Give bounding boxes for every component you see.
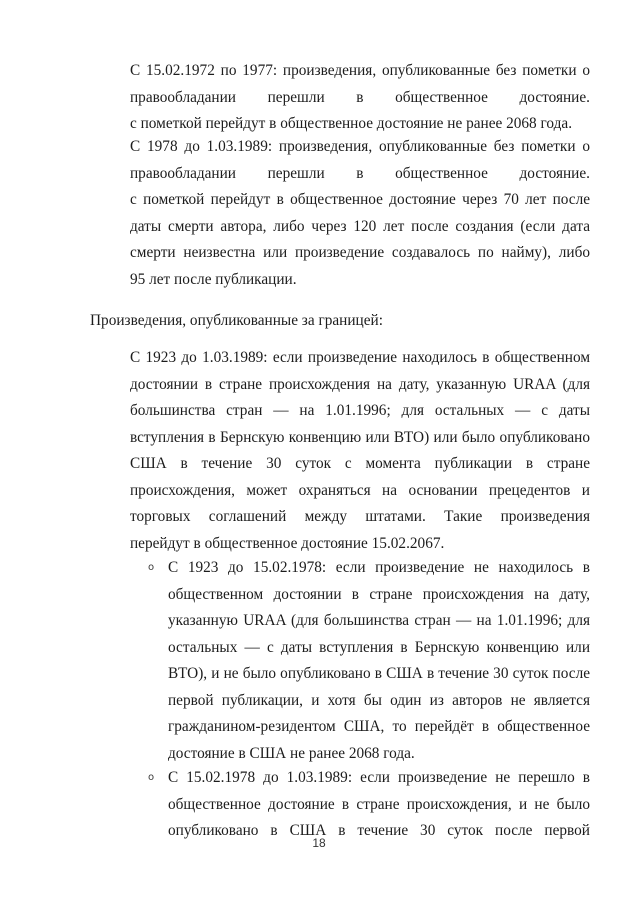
text-line: достоянии в стране происхождения на дату, указанную URAA (для [130,375,590,393]
circle-bullet-icon: o [148,562,155,573]
text-line: общественное достояние в стране происхождения, и не было [168,795,590,813]
list-item [130,58,590,138]
text-line: с пометкой перейдут в общественное достояние через 70 лет после [130,191,590,208]
text-line: вступления в Бернскую конвенцию или ВТО) или было опубликовано [130,428,590,446]
list-item [130,134,590,293]
text-line: ВТО), и не было опубликовано в США в течение 30 суток после [168,665,590,682]
text-line: общественном достоянии в стране происхождения на дату, [168,585,590,603]
text-line: происхождения, может охраняться на основании прецедентов и [130,481,590,499]
text-line: опубликовано в США в течение 30 суток после первой [168,822,590,839]
text-line: остальных — с даты вступления в Бернскую конвенцию или [168,638,590,656]
text-line: 95 лет после публикации. [130,270,297,288]
section-heading: Произведения, опубликованные за границей: [90,312,383,329]
text-line: С 15.02.1972 по 1977: произведения, опубликованные без пометки о [130,62,590,79]
text-line: С 1923 до 1.03.1989: если произведение находилось в общественном [130,349,590,366]
text-line: с пометкой перейдут в общественное достояние не ранее 2068 года. [130,115,573,132]
text-line: даты смерти автора, либо через 120 лет после создания (если дата [130,217,590,235]
text-line: правообладании перешли в общественное достояние. [130,88,590,106]
text-line: указанную URAA (для большинства стран — на 1.01.1996; для [168,612,590,629]
text-line: смерти неизвестна или произведение создавалось по найму), либо [130,244,590,261]
sub-list-item [168,765,590,845]
list-item [130,345,590,557]
text-line: гражданином-резидентом США, то перейдёт в общественное [168,718,590,735]
text-line: торговых соглашений между штатами. Такие произведения [130,508,590,525]
text-line: достояние в США не ранее 2068 года. [168,744,415,762]
text-line: С 1923 до 15.02.1978: если произведение не находилось в [168,559,590,576]
text-line: США в течение 30 суток с момента публикации в стране [130,455,590,472]
text-line: правообладании перешли в общественное достояние. [130,164,590,182]
page-number: 18 [312,836,326,850]
text-line: С 1978 до 1.03.1989: произведения, опубликованные без пометки о [130,138,590,155]
text-line: большинства стран — на 1.01.1996; для остальных — с даты [130,402,590,419]
text-line: первой публикации, и хотя бы один из авторов не является [168,691,590,709]
text-line: перейдут в общественное достояние 15.02.2067. [130,534,445,552]
sub-list-item [168,555,590,767]
text-line: С 15.02.1978 до 1.03.1989: если произведение не перешло в [168,769,590,786]
circle-bullet-icon: o [148,772,155,783]
